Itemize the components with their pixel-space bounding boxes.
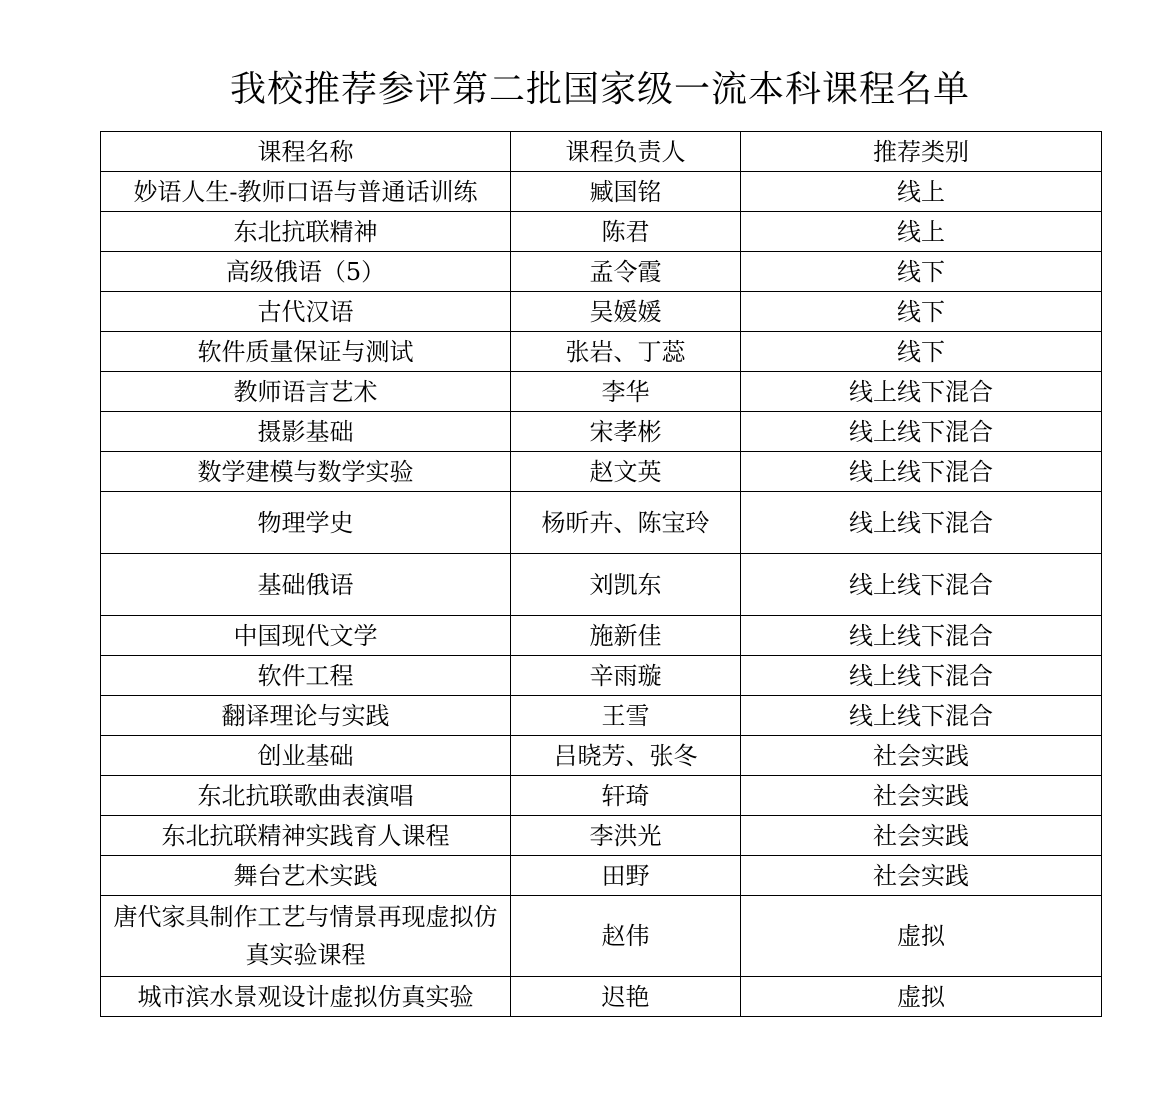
course-owner-cell: 赵伟 <box>511 896 741 977</box>
table-row <box>101 412 1102 452</box>
recommend-type-cell: 线上线下混合 <box>741 554 1102 616</box>
table-row <box>101 212 1102 252</box>
course-name-cell: 东北抗联歌曲表演唱 <box>101 776 511 816</box>
course-name-cell: 古代汉语 <box>101 292 511 332</box>
recommend-type-cell: 线下 <box>741 332 1102 372</box>
table-row <box>101 554 1102 616</box>
recommend-type-cell: 社会实践 <box>741 816 1102 856</box>
table-row <box>101 656 1102 696</box>
course-name-cell: 东北抗联精神实践育人课程 <box>101 816 511 856</box>
table-row <box>101 896 1102 977</box>
course-name-cell: 中国现代文学 <box>101 616 511 656</box>
course-name-cell: 数学建模与数学实验 <box>101 452 511 492</box>
recommend-type-cell: 线下 <box>741 292 1102 332</box>
recommend-type-cell: 线下 <box>741 252 1102 292</box>
course-owner-cell: 吕晓芳、张冬 <box>511 736 741 776</box>
course-name-cell: 城市滨水景观设计虚拟仿真实验 <box>101 977 511 1017</box>
header-course-owner: 课程负责人 <box>511 132 741 172</box>
course-name-cell: 摄影基础 <box>101 412 511 452</box>
course-name-cell: 翻译理论与实践 <box>101 696 511 736</box>
table-row <box>101 492 1102 554</box>
recommend-type-cell: 社会实践 <box>741 736 1102 776</box>
recommend-type-cell: 虚拟 <box>741 896 1102 977</box>
course-name-cell: 东北抗联精神 <box>101 212 511 252</box>
table-row <box>101 372 1102 412</box>
course-name-cell: 软件工程 <box>101 656 511 696</box>
recommend-type-cell: 社会实践 <box>741 776 1102 816</box>
table-row <box>101 696 1102 736</box>
table-row <box>101 856 1102 896</box>
course-owner-cell: 辛雨璇 <box>511 656 741 696</box>
course-owner-cell: 李华 <box>511 372 741 412</box>
course-name-cell: 软件质量保证与测试 <box>101 332 511 372</box>
page-title: 我校推荐参评第二批国家级一流本科课程名单 <box>229 69 970 110</box>
course-name-cell: 舞台艺术实践 <box>101 856 511 896</box>
table-row <box>101 252 1102 292</box>
course-owner-cell: 孟令霞 <box>511 252 741 292</box>
course-owner-cell: 吴媛媛 <box>511 292 741 332</box>
table-row <box>101 776 1102 816</box>
table-row <box>101 292 1102 332</box>
header-recommend-type: 推荐类别 <box>741 132 1102 172</box>
course-name-cell: 妙语人生-教师口语与普通话训练 <box>101 172 511 212</box>
recommend-type-cell: 线上线下混合 <box>741 492 1102 554</box>
course-name-cell: 创业基础 <box>101 736 511 776</box>
header-course-name: 课程名称 <box>101 132 511 172</box>
recommend-type-cell: 线上线下混合 <box>741 452 1102 492</box>
course-name-cell: 基础俄语 <box>101 554 511 616</box>
course-owner-cell: 轩琦 <box>511 776 741 816</box>
table-header-row <box>101 132 1102 172</box>
course-name-cell: 唐代家具制作工艺与情景再现虚拟仿真实验课程 <box>101 896 511 977</box>
recommend-type-cell: 虚拟 <box>741 977 1102 1017</box>
course-name-cell: 高级俄语（5） <box>101 252 511 292</box>
course-name-cell: 物理学史 <box>101 492 511 554</box>
table-row <box>101 616 1102 656</box>
course-owner-cell: 迟艳 <box>511 977 741 1017</box>
table-row <box>101 977 1102 1017</box>
table-row <box>101 816 1102 856</box>
recommend-type-cell: 线上线下混合 <box>741 372 1102 412</box>
table-row <box>101 452 1102 492</box>
course-name-cell: 教师语言艺术 <box>101 372 511 412</box>
course-owner-cell: 杨昕卉、陈宝玲 <box>511 492 741 554</box>
table-row <box>101 736 1102 776</box>
course-owner-cell: 施新佳 <box>511 616 741 656</box>
course-owner-cell: 王雪 <box>511 696 741 736</box>
course-owner-cell: 臧国铭 <box>511 172 741 212</box>
course-owner-cell: 宋孝彬 <box>511 412 741 452</box>
course-owner-cell: 赵文英 <box>511 452 741 492</box>
recommend-type-cell: 线上线下混合 <box>741 696 1102 736</box>
recommend-type-cell: 线上线下混合 <box>741 412 1102 452</box>
recommend-type-cell: 社会实践 <box>741 856 1102 896</box>
course-owner-cell: 张岩、丁蕊 <box>511 332 741 372</box>
recommend-type-cell: 线上线下混合 <box>741 656 1102 696</box>
course-owner-cell: 李洪光 <box>511 816 741 856</box>
table-row <box>101 332 1102 372</box>
course-owner-cell: 田野 <box>511 856 741 896</box>
course-owner-cell: 刘凯东 <box>511 554 741 616</box>
course-table <box>100 131 1102 1017</box>
recommend-type-cell: 线上 <box>741 212 1102 252</box>
course-owner-cell: 陈君 <box>511 212 741 252</box>
recommend-type-cell: 线上线下混合 <box>741 616 1102 656</box>
table-row <box>101 172 1102 212</box>
recommend-type-cell: 线上 <box>741 172 1102 212</box>
